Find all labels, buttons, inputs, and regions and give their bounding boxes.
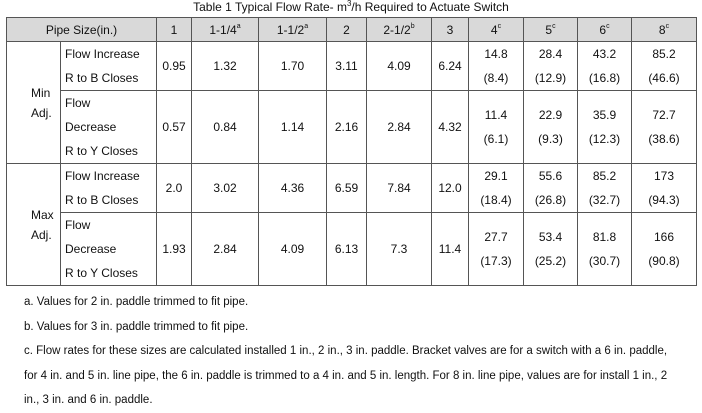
row-label-line: R to B Closes [65, 193, 139, 207]
flow-value-bracket: (90.8) [648, 254, 680, 268]
flow-value-bracket: (32.7) [588, 193, 621, 207]
footnote-line: c. Flow rates for these sizes are calculated installed 1 in., 2 in., 3 in. paddle. Bracket valves are for a switch with a 6 in. paddle, [24, 345, 668, 357]
column-header-label: 1 [170, 22, 178, 37]
flow-value-bracket: (6.1) [483, 132, 509, 146]
flow-value-bracket: (46.6) [648, 71, 680, 85]
row-label [61, 42, 157, 91]
row-label-line: Decrease [65, 120, 117, 134]
row-label [61, 164, 157, 213]
flow-value-cell: 12.0 [432, 164, 469, 213]
flow-value-cell: 4.32 [432, 91, 469, 164]
flow-rate-table [6, 17, 697, 286]
flow-value-pair-cell [469, 213, 524, 286]
column-header-label: 1-1/4 [209, 22, 237, 37]
column-header [469, 18, 524, 42]
column-header-note: c [497, 22, 502, 30]
flow-value-cell: 0.57 [157, 91, 192, 164]
column-header-note: c [606, 22, 610, 30]
flow-value: 55.6 [538, 169, 563, 183]
flow-value-cell: 3.02 [192, 164, 259, 213]
group-label [7, 164, 61, 286]
row-label-line: R to B Closes [65, 71, 139, 85]
column-header [192, 18, 259, 42]
flow-value: 72.7 [652, 108, 676, 122]
footnote-line: in., 3 in. and 6 in. paddle. [24, 394, 153, 406]
row-label [61, 91, 157, 164]
flow-value-cell: 6.59 [327, 164, 367, 213]
flow-value-cell: 4.09 [259, 213, 327, 286]
flow-value-pair-cell [469, 91, 524, 164]
flow-value-pair-cell [469, 42, 524, 91]
column-header-label: 5 [545, 22, 553, 37]
column-header-label: 3 [446, 22, 454, 37]
row-label-line: Flow [65, 96, 91, 110]
flow-value-cell: 4.09 [367, 42, 432, 91]
column-header-note: a [236, 22, 241, 30]
column-header [259, 18, 327, 42]
column-header-label: 2 [343, 22, 350, 37]
group-label-line: Min [31, 85, 51, 100]
flow-value-cell: 1.70 [259, 42, 327, 91]
row-label-line: Flow [65, 218, 91, 232]
footnotes [24, 290, 694, 413]
column-header-note: c [552, 22, 556, 30]
column-header [327, 18, 367, 42]
flow-value-bracket: (17.3) [480, 254, 512, 268]
row-label-line: Flow Increase [65, 47, 140, 61]
flow-value: 14.8 [484, 47, 508, 61]
flow-value-pair-cell [524, 164, 578, 213]
group-label-line: Adj. [31, 227, 52, 242]
flow-value-bracket: (16.8) [588, 71, 621, 85]
flow-value-pair-cell [632, 91, 697, 164]
flow-value-pair-cell [632, 164, 697, 213]
flow-value: 35.9 [592, 108, 617, 122]
column-header-label: 6 [599, 22, 607, 37]
flow-value-pair-cell [632, 213, 697, 286]
flow-value: 43.2 [592, 47, 617, 61]
column-header-note: c [665, 22, 670, 30]
flow-value: 29.1 [484, 169, 508, 183]
table-row [7, 213, 697, 286]
column-header [578, 18, 632, 42]
flow-value-cell: 1.32 [192, 42, 259, 91]
flow-value: 22.9 [538, 108, 563, 122]
flow-value: 85.2 [592, 169, 617, 183]
footnote-line: for 4 in. and 5 in. line pipe, the 6 in. paddle is trimmed to a 4 in. and 5 in. length. For 8 in. line pipe, values are for install 1 in., 2 [24, 369, 668, 382]
table-title-sup: 3 [346, 0, 352, 8]
flow-value: 27.7 [484, 230, 508, 244]
flow-value-cell: 1.93 [157, 213, 192, 286]
table-title-text: Table 1 Typical Flow Rate- m [193, 0, 347, 14]
flow-value-cell: 6.24 [432, 42, 469, 91]
row-label-line: Flow Increase [65, 169, 140, 183]
flow-value-pair-cell [524, 42, 578, 91]
flow-value-cell: 7.3 [367, 213, 432, 286]
flow-value-bracket: (9.3) [538, 132, 563, 146]
column-header [367, 18, 432, 42]
flow-value-bracket: (25.2) [534, 254, 567, 268]
flow-value: 85.2 [652, 47, 676, 61]
column-header [524, 18, 578, 42]
flow-value-pair-cell [469, 164, 524, 213]
table-row [7, 42, 697, 91]
table-title [0, 0, 702, 15]
group-label [7, 42, 61, 164]
row-label-line: R to Y Closes [65, 266, 138, 280]
flow-value-cell: 2.84 [192, 213, 259, 286]
column-header-label: 1-1/2 [276, 22, 305, 37]
flow-value-cell: 11.4 [432, 213, 469, 286]
group-label-line: Max [31, 207, 54, 222]
flow-value: 53.4 [538, 230, 563, 244]
flow-value-bracket: (30.7) [588, 254, 621, 268]
flow-value-bracket: (18.4) [480, 193, 512, 207]
flow-value: 166 [653, 230, 675, 244]
flow-value-cell: 2.16 [327, 91, 367, 164]
flow-value-cell: 0.95 [157, 42, 192, 91]
flow-value: 81.8 [592, 230, 617, 244]
row-label-line: Decrease [65, 242, 117, 256]
flow-value: 173 [653, 169, 675, 183]
column-header-note: a [304, 22, 309, 30]
column-header-label: 2-1/2 [383, 22, 411, 37]
table-body [7, 42, 697, 286]
flow-value-bracket: (8.4) [483, 71, 509, 85]
flow-value-cell: 2.84 [367, 91, 432, 164]
flow-value-cell: 3.11 [327, 42, 367, 91]
flow-value-bracket: (38.6) [648, 132, 680, 146]
row-label-line: R to Y Closes [65, 144, 138, 158]
flow-value-cell: 1.14 [259, 91, 327, 164]
flow-value-bracket: (12.3) [588, 132, 621, 146]
row-label [61, 213, 157, 286]
table-row [7, 91, 697, 164]
pipe-size-header: Pipe Size(in.) [7, 18, 157, 42]
column-header [432, 18, 469, 42]
flow-value-bracket: (94.3) [648, 193, 680, 207]
flow-value-pair-cell [578, 42, 632, 91]
footnote-line: a. Values for 2 in. paddle trimmed to fit pipe. [24, 296, 249, 308]
flow-value-pair-cell [578, 164, 632, 213]
column-header-label: 4 [490, 22, 498, 37]
flow-value-cell: 0.84 [192, 91, 259, 164]
flow-value-bracket: (12.9) [534, 71, 567, 85]
flow-value-pair-cell [524, 91, 578, 164]
flow-value-cell: 2.0 [157, 164, 192, 213]
header-row [7, 18, 697, 42]
footnote-line: b. Values for 3 in. paddle trimmed to fit pipe. [24, 320, 249, 333]
flow-value: 11.4 [484, 108, 508, 122]
flow-value-pair-cell [524, 213, 578, 286]
flow-value-cell: 7.84 [367, 164, 432, 213]
flow-value-pair-cell [578, 213, 632, 286]
flow-value-cell: 4.36 [259, 164, 327, 213]
flow-value-bracket: (26.8) [534, 193, 567, 207]
group-label-line: Adj. [31, 105, 52, 120]
column-header [157, 18, 192, 42]
column-header-note: b [410, 22, 415, 30]
flow-value-cell: 6.13 [327, 213, 367, 286]
flow-value: 28.4 [538, 47, 563, 61]
table-row [7, 164, 697, 213]
flow-value-pair-cell [578, 91, 632, 164]
column-header-label: 8 [658, 22, 666, 37]
column-header [632, 18, 697, 42]
flow-value-pair-cell [632, 42, 697, 91]
table-title-suffix: /h Required to Actuate Switch [351, 0, 509, 14]
